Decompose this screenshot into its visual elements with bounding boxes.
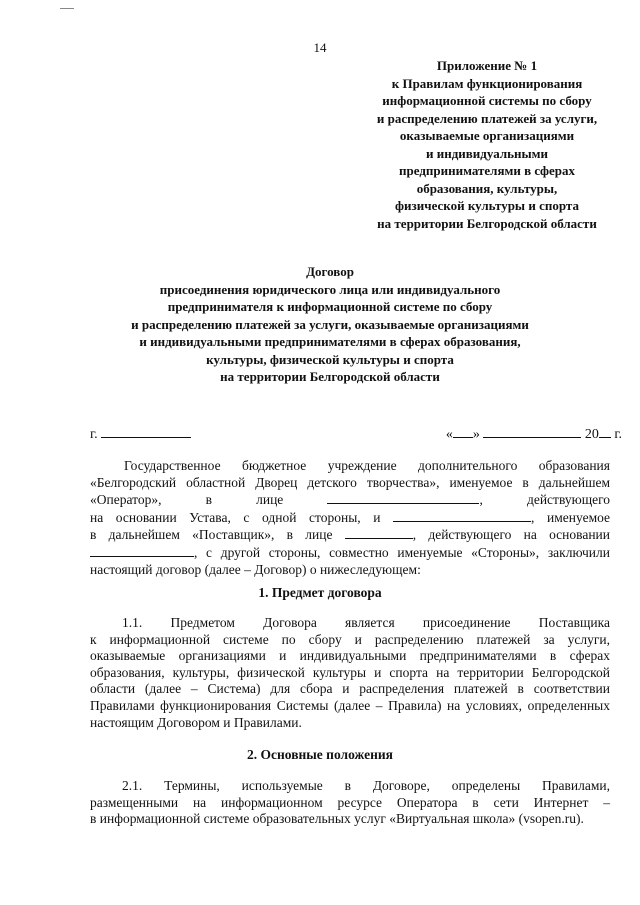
- paragraph-line: области (далее – Система) для сбора и распределения платежей в соответствии: [90, 681, 610, 697]
- appendix-line: предпринимателями в сферах: [399, 163, 575, 178]
- place-date-row: [90, 425, 622, 443]
- year-suffix: г.: [614, 427, 622, 442]
- supplier-rep-blank: [345, 526, 413, 539]
- paragraph-line: Правилами функционирования Системы (далее – Правила) на условиях, определенных: [90, 697, 610, 713]
- supplier-name-blank: [393, 509, 531, 522]
- paragraph-line: 1.1. Предметом Договора является присоединение Поставщика: [122, 615, 610, 630]
- paragraph-line: оказываемые организациями и индивидуальными предпринимателями в сферах: [90, 648, 610, 664]
- operator-rep-blank: [327, 491, 479, 504]
- date-field: [446, 425, 622, 443]
- city-field: [90, 425, 191, 443]
- appendix-line: к Правилам функционирования: [391, 75, 583, 91]
- date-open-quote: «: [445, 427, 453, 442]
- title-line: предпринимателя к информационной системе по сбору: [167, 299, 493, 314]
- paragraph-line: образования, культуры, физической культуры и спорта на территории Белгородской: [90, 664, 610, 680]
- intro-line: в дальнейшем «Поставщик», в лице , действующего на основании: [90, 527, 611, 543]
- intro-paragraph: [90, 458, 610, 578]
- day-blank: [453, 425, 473, 438]
- intro-line: «Оператор», в лице , действующего: [90, 492, 611, 508]
- appendix-line: и индивидуальными: [426, 145, 548, 161]
- section-2-heading: 2. Основные положения: [247, 747, 393, 762]
- intro-line: Государственное бюджетное учреждение дополнительного образования: [124, 458, 610, 473]
- appendix-line: на территории Белгородской области: [377, 215, 597, 231]
- appendix-line: образования, культуры,: [416, 180, 558, 196]
- appendix-line: информационной системы по сбору: [382, 93, 592, 108]
- paragraph-line: размещенными на информационном ресурсе Оператора в сети Интернет –: [90, 794, 610, 810]
- title-line: на территории Белгородской области: [220, 369, 440, 384]
- title-line: и индивидуальными предпринимателями в сферах образования,: [139, 334, 521, 349]
- intro-line: на основании Устава, с одной стороны, и , именуемое: [90, 509, 611, 525]
- contract-title: [80, 263, 580, 386]
- scan-corner-mark: [60, 8, 74, 9]
- title-line: культуры, физической культуры и спорта: [206, 351, 454, 367]
- year-prefix: 20: [584, 427, 599, 442]
- city-blank: [101, 425, 191, 438]
- date-close-quote: »: [472, 427, 480, 442]
- section-1-paragraph: [90, 615, 610, 731]
- appendix-line: Приложение № 1: [436, 58, 538, 73]
- title-line: Договор: [306, 264, 354, 279]
- year-blank: [599, 425, 611, 438]
- intro-line: , с другой стороны, совместно именуемые «Стороны», заключили: [90, 544, 610, 562]
- section-1-heading: 1. Предмет договора: [258, 585, 382, 600]
- paragraph-line: к информационной системе по сбору и распределению платежей за услуги,: [90, 631, 610, 647]
- section-2-paragraph: [90, 778, 610, 828]
- paragraph-line: в информационной системе образовательных услуг «Виртуальная школа» (vsopen.ru).: [90, 811, 584, 827]
- intro-line: настоящий договор (далее – Договор) о нижеследующем:: [90, 561, 421, 577]
- appendix-line: оказываемые организациями: [399, 128, 575, 143]
- appendix-header: [352, 57, 622, 232]
- intro-line: «Белгородский областной Дворец детского творчества», именуемое в дальнейшем: [90, 474, 610, 490]
- supplier-basis-blank: [90, 544, 194, 557]
- appendix-line: и распределению платежей за услуги,: [376, 110, 598, 126]
- appendix-line: физической культуры и спорта: [395, 198, 579, 213]
- paragraph-line: настоящим Договором и Правилами.: [90, 714, 302, 730]
- page-number: 14: [313, 40, 327, 55]
- title-line: и распределению платежей за услуги, оказываемые организациями: [131, 316, 529, 332]
- paragraph-line: 2.1. Термины, используемые в Договоре, определены Правилами,: [122, 778, 610, 793]
- city-prefix: г.: [90, 427, 98, 442]
- month-blank: [483, 425, 581, 438]
- title-line: присоединения юридического лица или индивидуального: [159, 281, 501, 297]
